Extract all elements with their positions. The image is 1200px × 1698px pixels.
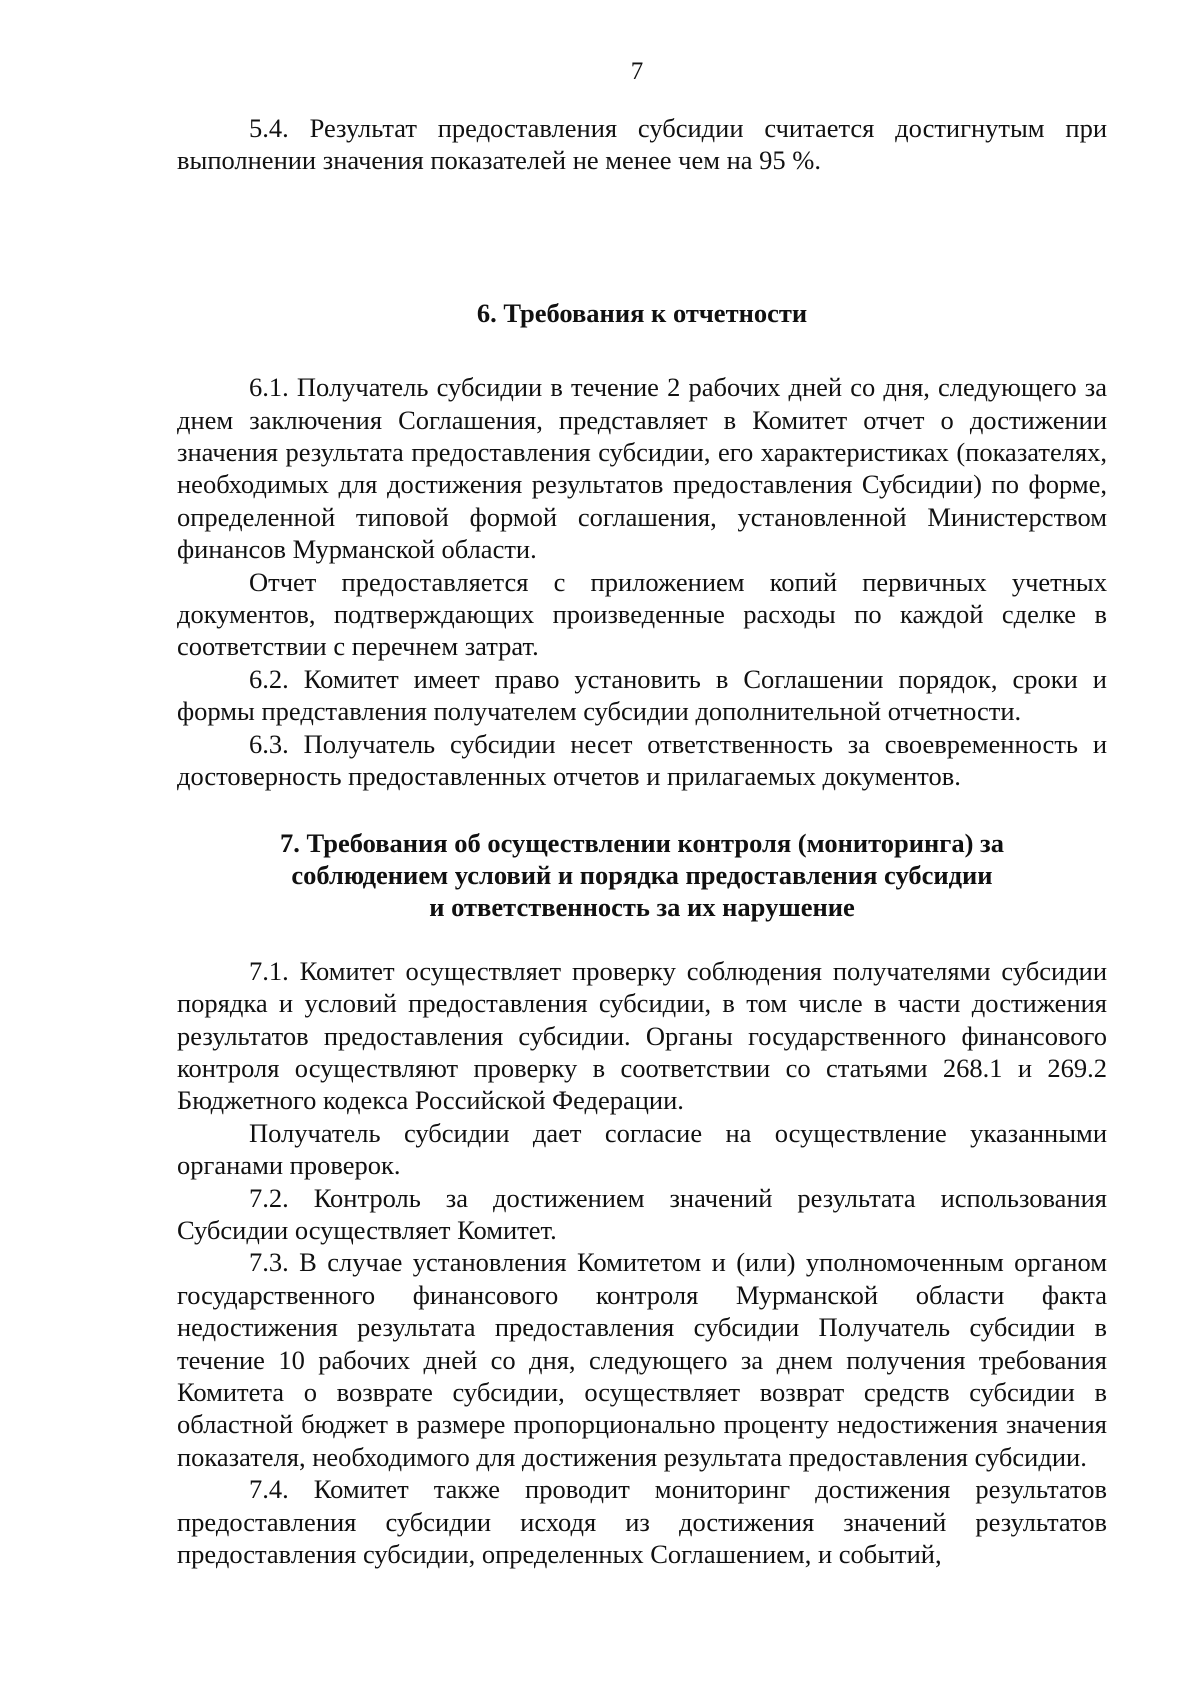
paragraph-7-1: 7.1. Комитет осуществляет проверку соблюдения получателями субсидии порядка и условий предоставления субсидии, в том числе в части достижения результатов предоставления субсидии. Органы государственного финансового контроля осуществляют проверку в соответствии со статьями 268.1 и 269.2 Бюджетного кодекса Российской Федерации. — [177, 955, 1107, 1116]
paragraph-7-3: 7.3. В случае установления Комитетом и (или) уполномоченным органом государственного финансового контроля Мурманской области факта недостижения результата предоставления субсидии Получатель субсидии в течение 10 рабочих дней со дня, следующего за днем получения требования Комитета о возврате субсидии, осуществляет возврат средств субсидии в областной бюджет в размере пропорционально проценту недостижения значения показателя, необходимого для достижения результата предоставления субсидии. — [177, 1247, 1107, 1472]
section-7-heading-line-3: и ответственность за их нарушение — [429, 892, 855, 923]
section-7-heading-line-1: 7. Требования об осуществлении контроля (мониторинга) за — [280, 827, 1004, 858]
document-body — [177, 112, 1107, 1570]
paragraph-6-1: 6.1. Получатель субсидии в течение 2 рабочих дней со дня, следующего за днем заключения Соглашения, представляет в Комитет отчет о достижении значения результата предоставления субсидии, его характеристиках (показателях, необходимых для достижения результатов предоставления Субсидии) по форме, определенной типовой формой соглашения, установленной Министерством финансов Мурманской области. — [177, 372, 1107, 565]
paragraph-6-3: 6.3. Получатель субсидии несет ответственность за своевременность и достоверность предоставленных отчетов и прилагаемых документов. — [177, 728, 1107, 792]
section-6-heading: 6. Требования к отчетности — [476, 297, 808, 328]
paragraph-7-4: 7.4. Комитет также проводит мониторинг достижения результатов предоставления субсидии исходя из достижения значений результатов предоставления субсидии, определенных Соглашением, и событий, — [177, 1474, 1107, 1570]
paragraph-7-1-consent: Получатель субсидии дает согласие на осуществление указанными органами проверок. — [177, 1117, 1107, 1181]
paragraph-6-2: 6.2. Комитет имеет право установить в Соглашении порядок, сроки и формы представления получателем субсидии дополнительной отчетности. — [177, 663, 1107, 727]
paragraph-5-4: 5.4. Результат предоставления субсидии считается достигнутым при выполнении значения показателей не менее чем на 95 %. — [177, 113, 1107, 176]
section-7-heading-line-2: соблюдением условий и порядка предоставления субсидии — [291, 859, 993, 890]
page-number: 7 — [630, 58, 644, 85]
paragraph-7-2: 7.2. Контроль за достижением значений результата использования Субсидии осуществляет Комитет. — [177, 1182, 1107, 1245]
section-7-heading — [177, 827, 1107, 924]
paragraph-6-1-report: Отчет предоставляется с приложением копий первичных учетных документов, подтверждающих произведенные расходы по каждой сделке в соответствии с перечнем затрат. — [177, 566, 1107, 662]
